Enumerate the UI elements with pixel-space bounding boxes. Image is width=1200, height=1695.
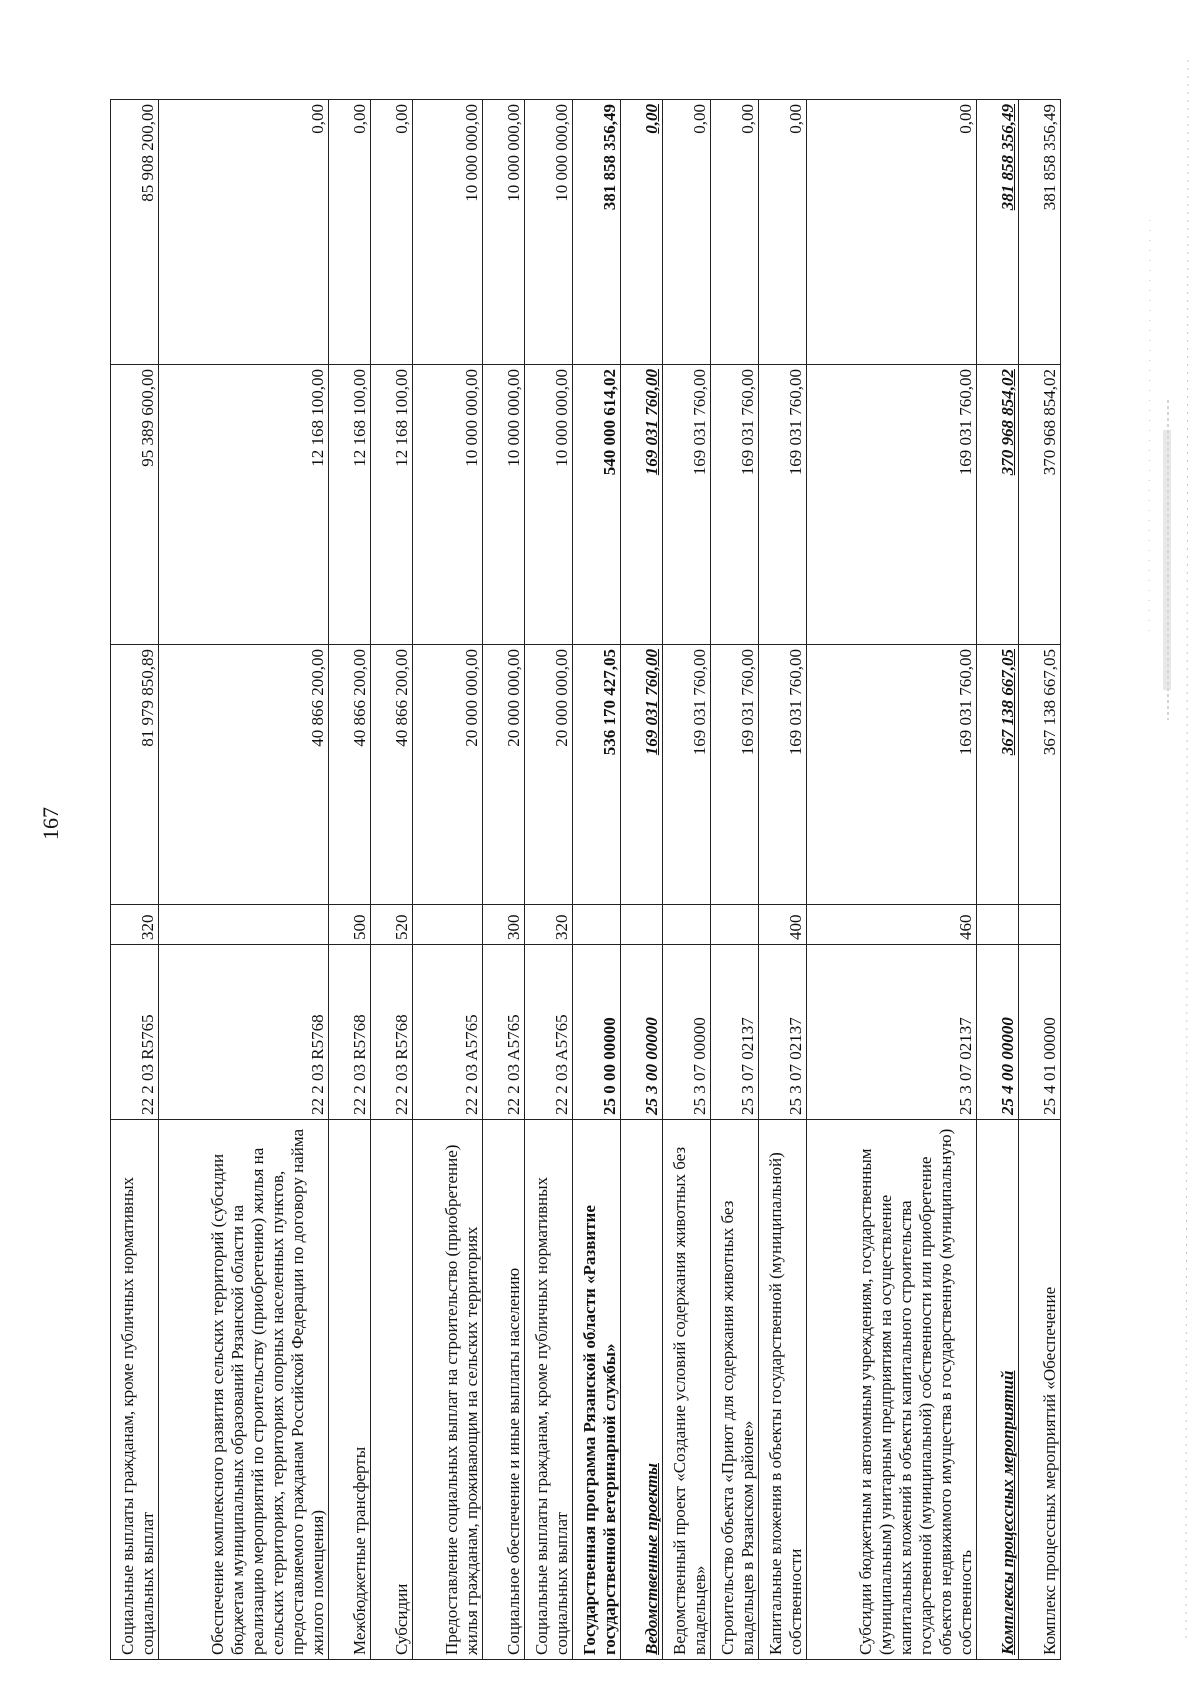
row-expense-type — [413, 905, 483, 945]
row-amount-2: 12 168 100,00 — [159, 365, 329, 645]
row-amount-3: 0,00 — [663, 100, 711, 365]
row-amount-1: 40 866 200,00 — [159, 645, 329, 905]
row-amount-3: 0,00 — [711, 100, 759, 365]
row-expense-type: 320 — [111, 905, 159, 945]
table-row — [573, 100, 621, 1660]
row-amount-3: 0,00 — [621, 100, 663, 365]
row-name: Государственная программа Рязанской области «Развитие государственной ветеринарной службы» — [573, 1120, 621, 1660]
row-amount-2: 12 168 100,00 — [329, 365, 371, 645]
row-amount-3: 0,00 — [759, 100, 807, 365]
row-amount-3: 0,00 — [329, 100, 371, 365]
row-code: 25 0 00 00000 — [573, 945, 621, 1120]
page-number: 167 — [38, 807, 63, 840]
row-amount-2: 169 031 760,00 — [759, 365, 807, 645]
row-code: 25 3 07 02137 — [711, 945, 759, 1120]
row-name: Социальное обеспечение и иные выплаты населению — [483, 1120, 525, 1660]
table-row — [483, 100, 525, 1660]
row-amount-3: 10 000 000,00 — [483, 100, 525, 365]
table-row — [159, 100, 329, 1660]
row-amount-2: 169 031 760,00 — [711, 365, 759, 645]
row-name: Субсидии бюджетным и автономным учреждениям, государственным (муниципальным) унитарным предприятиям на осуществление капитальных вложений в объекты капитального строительства государственной (муниципальной) собственности или приобретение объектов недвижимого имущества в государственную (муниципальную) собственность — [807, 1120, 977, 1660]
table-row — [977, 100, 1019, 1660]
row-amount-1: 169 031 760,00 — [711, 645, 759, 905]
row-amount-2: 10 000 000,00 — [483, 365, 525, 645]
row-amount-2: 370 968 854,02 — [977, 365, 1019, 645]
row-expense-type: 520 — [371, 905, 413, 945]
row-expense-type — [573, 905, 621, 945]
row-amount-3: 0,00 — [371, 100, 413, 365]
row-code: 25 4 00 00000 — [977, 945, 1019, 1120]
row-expense-type — [711, 905, 759, 945]
row-amount-1: 367 138 667,05 — [977, 645, 1019, 905]
row-amount-3: 10 000 000,00 — [525, 100, 573, 365]
row-amount-2: 169 031 760,00 — [807, 365, 977, 645]
row-amount-1: 40 866 200,00 — [371, 645, 413, 905]
row-name: Ведомственные проекты — [621, 1120, 663, 1660]
row-expense-type — [663, 905, 711, 945]
table-row — [525, 100, 573, 1660]
row-code: 22 2 03 R5768 — [371, 945, 413, 1120]
row-name: Социальные выплаты гражданам, кроме публичных нормативных социальных выплат — [111, 1120, 159, 1660]
row-code: 22 2 03 A5765 — [525, 945, 573, 1120]
table-row — [663, 100, 711, 1660]
row-name: Межбюджетные трансферты — [329, 1120, 371, 1660]
row-amount-2: 169 031 760,00 — [663, 365, 711, 645]
table-row — [621, 100, 663, 1660]
row-expense-type — [621, 905, 663, 945]
row-name: Социальные выплаты гражданам, кроме публичных нормативных социальных выплат — [525, 1120, 573, 1660]
row-amount-3: 85 908 200,00 — [111, 100, 159, 365]
table-row — [329, 100, 371, 1660]
row-amount-2: 370 968 854,02 — [1019, 365, 1061, 645]
row-amount-3: 0,00 — [807, 100, 977, 365]
row-amount-1: 20 000 000,00 — [483, 645, 525, 905]
row-code: 22 2 03 R5768 — [159, 945, 329, 1120]
row-expense-type: 460 — [807, 905, 977, 945]
row-amount-3: 381 858 356,49 — [977, 100, 1019, 365]
row-amount-2: 10 000 000,00 — [525, 365, 573, 645]
row-name: Субсидии — [371, 1120, 413, 1660]
row-code: 25 3 00 00000 — [621, 945, 663, 1120]
row-expense-type: 300 — [483, 905, 525, 945]
row-name: Капитальные вложения в объекты государственной (муниципальной) собственности — [759, 1120, 807, 1660]
row-amount-2: 169 031 760,00 — [621, 365, 663, 645]
row-amount-1: 20 000 000,00 — [413, 645, 483, 905]
row-amount-2: 540 000 614,02 — [573, 365, 621, 645]
table-row — [413, 100, 483, 1660]
row-code: 22 2 03 R5768 — [329, 945, 371, 1120]
row-code: 25 4 01 00000 — [1019, 945, 1061, 1120]
rotated-page-content — [110, 100, 1061, 1660]
row-name: Строительство объекта «Приют для содержания животных без владельцев в Рязанском районе» — [711, 1120, 759, 1660]
table-row — [759, 100, 807, 1660]
row-amount-3: 0,00 — [159, 100, 329, 365]
row-code: 22 2 03 A5765 — [483, 945, 525, 1120]
row-amount-2: 10 000 000,00 — [413, 365, 483, 645]
row-expense-type — [977, 905, 1019, 945]
row-code: 25 3 07 02137 — [807, 945, 977, 1120]
row-amount-2: 12 168 100,00 — [371, 365, 413, 645]
row-amount-1: 169 031 760,00 — [663, 645, 711, 905]
row-name: Предоставление социальных выплат на строительство (приобретение) жилья гражданам, проживающим на сельских территориях — [413, 1120, 483, 1660]
row-name: Комплексы процессных мероприятий — [977, 1120, 1019, 1660]
row-amount-1: 536 170 427,05 — [573, 645, 621, 905]
row-amount-1: 169 031 760,00 — [621, 645, 663, 905]
row-amount-1: 40 866 200,00 — [329, 645, 371, 905]
row-code: 22 2 03 A5765 — [413, 945, 483, 1120]
row-expense-type: 320 — [525, 905, 573, 945]
row-amount-2: 95 389 600,00 — [111, 365, 159, 645]
row-amount-3: 10 000 000,00 — [413, 100, 483, 365]
row-expense-type: 500 — [329, 905, 371, 945]
row-amount-1: 367 138 667,05 — [1019, 645, 1061, 905]
row-amount-1: 81 979 850,89 — [111, 645, 159, 905]
row-code: 22 2 03 R5765 — [111, 945, 159, 1120]
row-expense-type: 400 — [759, 905, 807, 945]
table-row — [371, 100, 413, 1660]
row-amount-3: 381 858 356,49 — [1019, 100, 1061, 365]
row-name: Комплекс процессных мероприятий «Обеспечение — [1019, 1120, 1061, 1660]
row-amount-1: 169 031 760,00 — [759, 645, 807, 905]
row-expense-type — [1019, 905, 1061, 945]
row-amount-1: 169 031 760,00 — [807, 645, 977, 905]
table-row — [111, 100, 159, 1660]
row-amount-1: 20 000 000,00 — [525, 645, 573, 905]
table-row — [711, 100, 759, 1660]
table-row — [807, 100, 977, 1660]
budget-table — [110, 99, 1061, 1660]
row-name: Ведомственный проект «Создание условий содержания животных без владельцев» — [663, 1120, 711, 1660]
table-row — [1019, 100, 1061, 1660]
row-expense-type — [159, 905, 329, 945]
row-amount-3: 381 858 356,49 — [573, 100, 621, 365]
row-name: Обеспечение комплексного развития сельских территорий (субсидии бюджетам муниципальных образований Рязанской области на реализацию мероприятий по строительству (приобретению) жилья на сельских территориях, территориях опорных населенных пунктов, предоставляемого гражданам Российской Федерации по договору найма жилого помещения) — [159, 1120, 329, 1660]
row-code: 25 3 07 02137 — [759, 945, 807, 1120]
row-code: 25 3 07 00000 — [663, 945, 711, 1120]
